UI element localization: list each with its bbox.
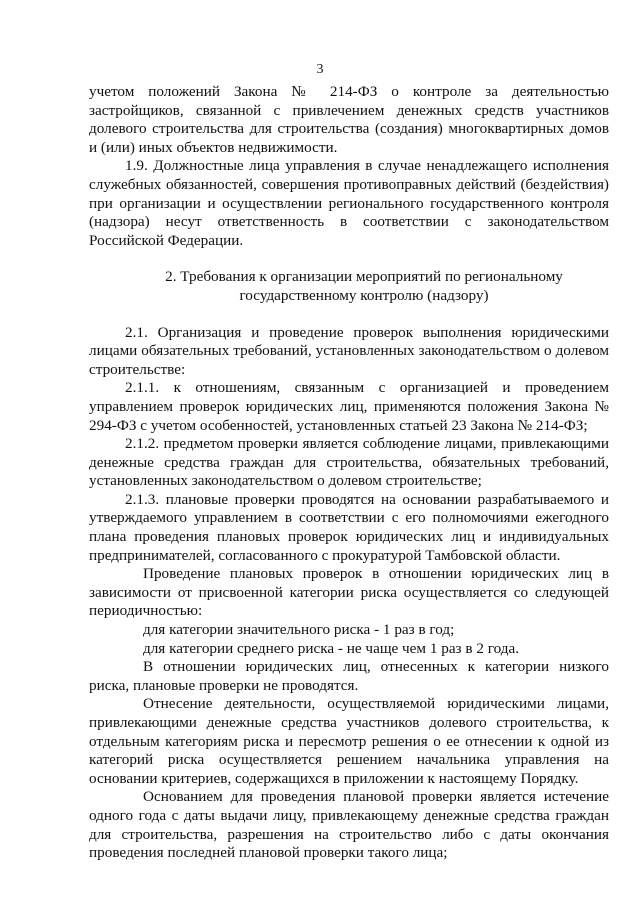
paragraph-low-risk: В отношении юридических лиц, отнесенных к категории низкого риска, плановые проверки не проводятся. xyxy=(89,658,609,694)
section-heading xyxy=(89,268,609,305)
paragraph-1-9: 1.9. Должностные лица управления в случае ненадлежащего исполнения служебных обязанностей, совершения противоправных действий (бездействия) при организации и осуществлении регионального государственного контроля (надзора) несут ответственность в соответствии с законодательством Российской Федерации. xyxy=(89,157,609,249)
section-heading-line-1: 2. Требования к организации мероприятий по региональному xyxy=(165,268,563,286)
paragraph-inspection-basis: Основанием для проведения плановой проверки является истечение одного года с даты выдачи лицу, привлекающему денежные средства граждан для строительства, разрешения на строительство либо с даты окончания проведения последней плановой проверки такого лица; xyxy=(89,788,609,862)
paragraph-frequency: Проведение плановых проверок в отношении юридических лиц в зависимости от присвоенной категории риска осуществляется со следующей периодичностью: xyxy=(89,565,609,620)
paragraph-2-1-2: 2.1.2. предметом проверки является соблюдение лицами, привлекающими денежные средства граждан для строительства, обязательных требований, установленных законодательством о долевом строительстве; xyxy=(89,435,609,490)
paragraph-2-1-3: 2.1.3. плановые проверки проводятся на основании разрабатываемого и утверждаемого управлением в соответствии с его полномочиями ежегодного плана проведения плановых проверок юридических лиц и индивидуальных предпринимателей, согласованного с прокуратурой Тамбовской области. xyxy=(89,490,609,564)
list-item-medium-risk: для категории среднего риска - не чаще чем 1 раз в 2 года. xyxy=(143,639,519,657)
section-heading-line-2: государственному контролю (надзору) xyxy=(239,286,489,304)
page-number: 3 xyxy=(316,62,324,77)
paragraph-2-1: 2.1. Организация и проведение проверок выполнения юридическими лицами обязательных требований, установленных законодательством о долевом строительстве: xyxy=(89,323,609,378)
document-body xyxy=(89,83,609,863)
paragraph-risk-assignment: Отнесение деятельности, осуществляемой юридическими лицами, привлекающими денежные средства участников долевого строительства, к отдельным категориям риска и пересмотр решения о ее отнесении к одной из категорий риска осуществляется решением начальника управления на основании критериев, содержащихся в приложении к настоящему Порядку. xyxy=(89,695,609,787)
list-item-significant-risk: для категории значительного риска - 1 раз в год; xyxy=(143,621,455,639)
paragraph-continuation: учетом положений Закона № 214-ФЗ о контроле за деятельностью застройщиков, связанной с привлечением денежных средств участников долевого строительства для строительства (создания) многоквартирных домов и (или) иных объектов недвижимости. xyxy=(89,83,609,156)
paragraph-2-1-1: 2.1.1. к отношениям, связанным с организацией и проведением управлением проверок юридических лиц, применяются положения Закона № 294-ФЗ с учетом особенностей, установленных статьей 23 Закона № 214-ФЗ; xyxy=(89,379,609,434)
